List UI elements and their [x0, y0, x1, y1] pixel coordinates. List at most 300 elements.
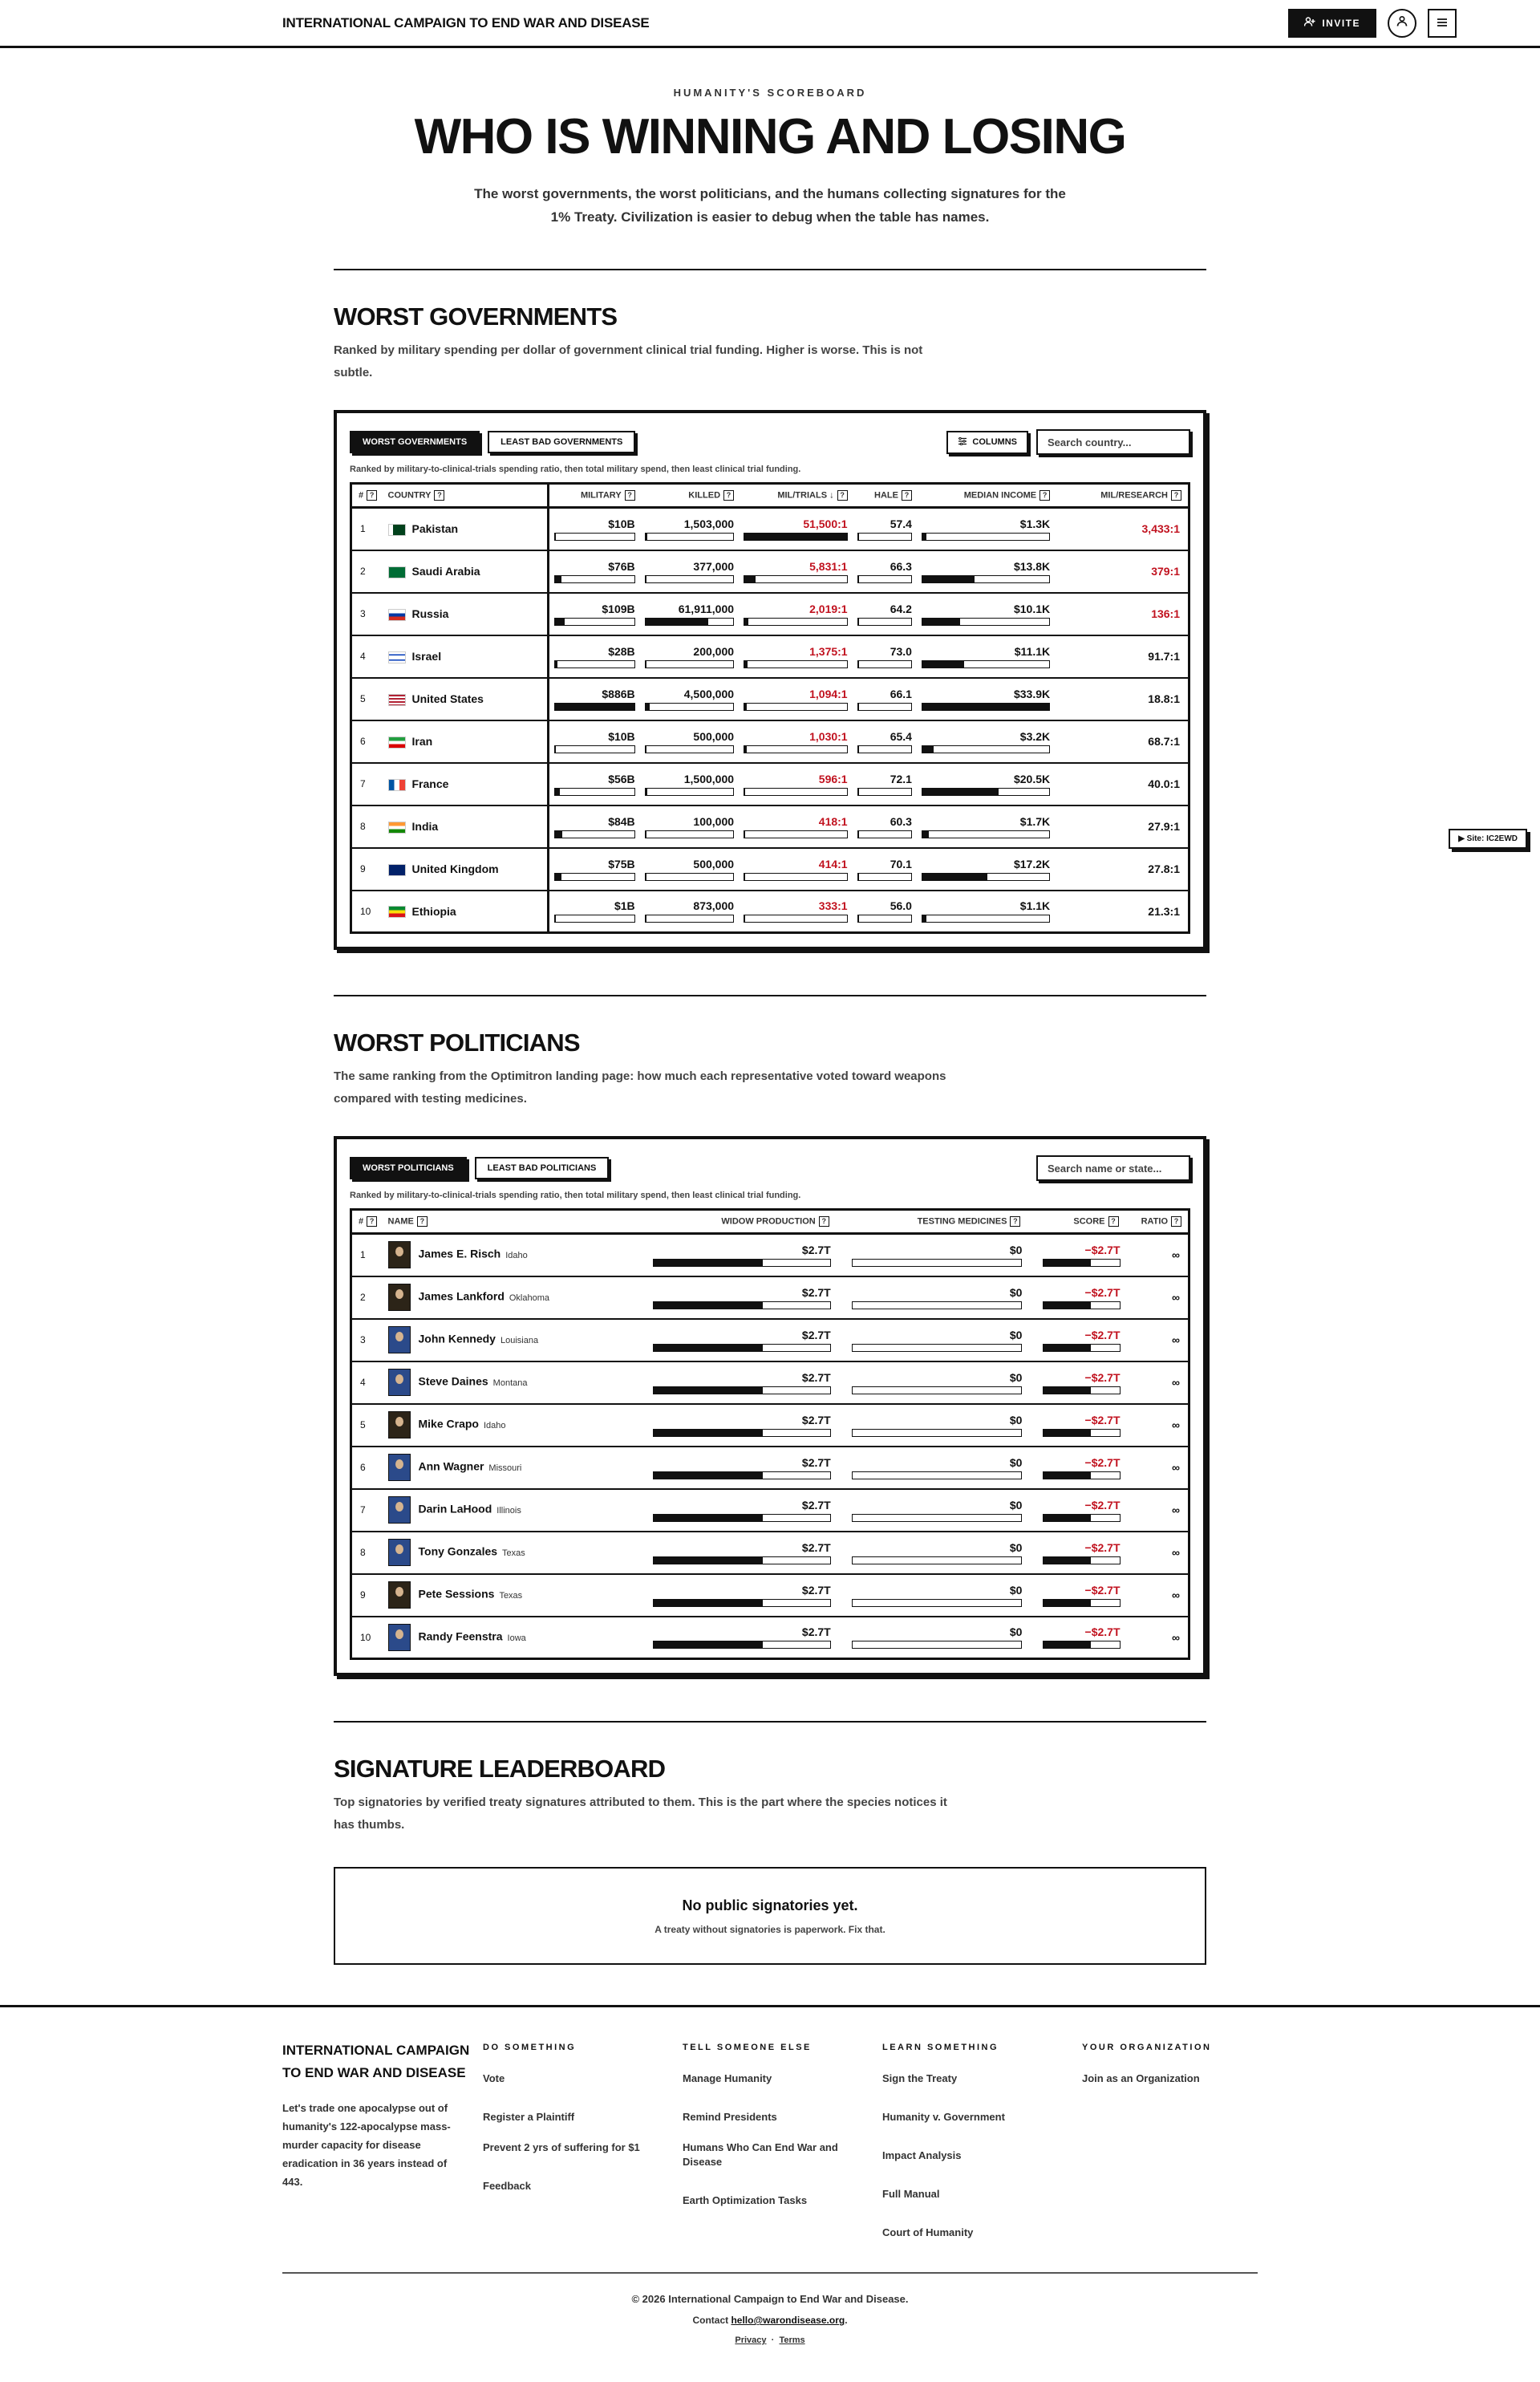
killed-cell	[640, 635, 739, 678]
name-cell[interactable]	[388, 1361, 637, 1404]
hale-bar	[857, 788, 912, 796]
testing-medicines-cell	[836, 1489, 1027, 1532]
country-cell[interactable]	[388, 891, 549, 933]
score-cell	[1027, 1361, 1125, 1404]
hale-cell	[853, 550, 917, 593]
governments-toolbar	[350, 429, 1190, 455]
rank-cell: 9	[351, 1574, 388, 1617]
account-button[interactable]	[1388, 9, 1416, 38]
median-income-bar	[922, 660, 1050, 668]
median-income-cell	[917, 678, 1055, 720]
name-cell[interactable]	[388, 1617, 637, 1659]
mil-research-cell: 27.9:1	[1055, 805, 1189, 848]
politician-name: John Kennedy	[418, 1332, 496, 1345]
divider	[334, 269, 1206, 270]
politicians-panel	[334, 1136, 1206, 1676]
hero	[0, 48, 1540, 229]
country-cell[interactable]	[388, 550, 549, 593]
testing-medicines-value: $0	[1009, 1328, 1023, 1341]
testing-medicines-cell	[836, 1319, 1027, 1361]
table-row[interactable]	[351, 1532, 1189, 1574]
score-value: −$2.7T	[1084, 1498, 1121, 1512]
military-value: $28B	[608, 644, 635, 658]
table-row[interactable]	[351, 1276, 1189, 1319]
widow-production-bar	[653, 1471, 831, 1479]
hale-cell	[853, 635, 917, 678]
politician-name: James E. Risch	[418, 1248, 501, 1261]
hale-cell	[853, 763, 917, 805]
name-cell[interactable]	[388, 1276, 637, 1319]
table-row[interactable]	[351, 1574, 1189, 1617]
median-income-value: $13.8K	[1013, 559, 1051, 573]
hale-cell	[853, 848, 917, 891]
mil-trials-cell	[739, 593, 853, 635]
mil-trials-value: 51,500:1	[803, 517, 848, 530]
contact-email-link[interactable]: hello@warondisease.org	[731, 2315, 845, 2327]
politician-state: Texas	[499, 1590, 523, 1601]
menu-button[interactable]	[1428, 9, 1457, 38]
ratio-cell: ∞	[1125, 1404, 1189, 1447]
military-cell	[549, 891, 640, 933]
rank-cell: 7	[351, 1489, 388, 1532]
footer-link[interactable]: Full Manual	[882, 2188, 940, 2201]
table-row[interactable]	[351, 891, 1189, 933]
widow-production-cell	[637, 1447, 836, 1489]
military-bar	[554, 873, 635, 881]
rank-cell: 2	[351, 1276, 388, 1319]
rank-cell: 4	[351, 635, 388, 678]
testing-medicines-cell	[836, 1276, 1027, 1319]
invite-button[interactable]	[1288, 9, 1376, 38]
widow-production-value: $2.7T	[801, 1285, 831, 1299]
score-bar	[1043, 1471, 1120, 1479]
killed-cell	[640, 805, 739, 848]
country-cell[interactable]	[388, 593, 549, 635]
footer-link[interactable]: Feedback	[483, 2180, 531, 2193]
name-cell[interactable]	[388, 1532, 637, 1574]
country-search-input[interactable]	[1036, 429, 1190, 455]
mil-trials-cell	[739, 891, 853, 933]
avatar	[388, 1284, 411, 1311]
mil-trials-bar	[744, 618, 848, 626]
country-cell[interactable]	[388, 763, 549, 805]
tab-least-bad-governments[interactable]: LEAST BAD GOVERNMENTS	[488, 431, 635, 453]
politician-name: Darin LaHood	[418, 1502, 492, 1516]
rank-cell: 1	[351, 508, 388, 550]
military-cell	[549, 848, 640, 891]
testing-medicines-value: $0	[1009, 1583, 1023, 1597]
military-bar	[554, 830, 635, 838]
politicians-section	[334, 1029, 1206, 1676]
widow-production-bar	[653, 1429, 831, 1437]
median-income-value: $1.7K	[1019, 814, 1051, 828]
killed-value: 100,000	[693, 814, 735, 828]
avatar	[388, 1539, 411, 1566]
avatar	[388, 1454, 411, 1481]
testing-medicines-value: $0	[1009, 1540, 1023, 1554]
killed-value: 500,000	[693, 857, 735, 870]
country-cell[interactable]	[388, 508, 549, 550]
col-military[interactable]: MILITARY ?	[549, 484, 640, 508]
hale-value: 66.3	[890, 559, 912, 573]
empty-title: No public signatories yet.	[682, 1897, 858, 1913]
hale-cell	[853, 720, 917, 763]
footer-link[interactable]: Join as an Organization	[1082, 2072, 1200, 2085]
widow-production-value: $2.7T	[801, 1625, 831, 1639]
footer-col-title: LEARN SOMETHING	[882, 2043, 999, 2053]
tab-worst-politicians[interactable]: WORST POLITICIANS	[350, 1157, 467, 1179]
footer-blurb: Let's trade one apocalypse out of humanity's 122-apocalypse mass-murder capacity for disease eradication in 36 years instead of 443.	[282, 2102, 451, 2189]
col-rank[interactable]: # ?	[351, 1210, 388, 1234]
politicians-title: WORST POLITICIANS	[334, 1029, 580, 1057]
mil-research-cell: 379:1	[1055, 550, 1189, 593]
widow-production-value: $2.7T	[801, 1583, 831, 1597]
tab-worst-governments[interactable]: WORST GOVERNMENTS	[350, 431, 480, 453]
table-row[interactable]	[351, 1617, 1189, 1659]
military-bar	[554, 575, 635, 583]
hale-cell	[853, 891, 917, 933]
mil-trials-value: 333:1	[818, 899, 848, 913]
killed-bar	[645, 575, 734, 583]
hale-bar	[857, 745, 912, 753]
site-tag[interactable]: ▶ Site: IC2EWD	[1449, 829, 1527, 849]
col-name[interactable]: NAME ?	[388, 1210, 637, 1234]
military-value: $1B	[614, 899, 635, 913]
military-cell	[549, 593, 640, 635]
legal-links: Privacy · Terms	[735, 2335, 805, 2346]
score-cell	[1027, 1574, 1125, 1617]
ratio-cell: ∞	[1125, 1361, 1189, 1404]
killed-value: 377,000	[693, 559, 735, 573]
flag-icon	[388, 906, 406, 918]
politician-state: Iowa	[507, 1633, 526, 1643]
hale-bar	[857, 873, 912, 881]
table-row[interactable]	[351, 635, 1189, 678]
killed-value: 1,503,000	[683, 517, 735, 530]
hale-value: 70.1	[890, 857, 912, 870]
testing-medicines-cell	[836, 1404, 1027, 1447]
footer-link[interactable]: Vote	[483, 2072, 505, 2085]
mil-trials-bar	[744, 703, 848, 711]
hale-value: 56.0	[890, 899, 912, 913]
mil-trials-cell	[739, 848, 853, 891]
politician-state: Montana	[492, 1378, 528, 1388]
col-score[interactable]: SCORE ?	[1027, 1210, 1125, 1234]
politicians-toolbar	[350, 1155, 1190, 1181]
median-income-bar	[922, 618, 1050, 626]
privacy-link[interactable]: Privacy	[735, 2335, 767, 2346]
table-row[interactable]	[351, 508, 1189, 550]
hale-value: 64.2	[890, 602, 912, 615]
footer-link[interactable]: Manage Humanity	[683, 2072, 772, 2085]
median-income-cell	[917, 635, 1055, 678]
mil-trials-value: 1,030:1	[809, 729, 848, 743]
median-income-cell	[917, 593, 1055, 635]
invite-label: INVITE	[1322, 17, 1360, 29]
ratio-cell: ∞	[1125, 1276, 1189, 1319]
score-cell	[1027, 1276, 1125, 1319]
col-mil-research[interactable]: MIL/RESEARCH ?	[1055, 484, 1189, 508]
mil-trials-value: 596:1	[818, 772, 848, 785]
killed-bar	[645, 618, 734, 626]
table-row[interactable]	[351, 1319, 1189, 1361]
politician-name: Steve Daines	[418, 1374, 488, 1388]
table-row[interactable]	[351, 720, 1189, 763]
country-name: United Kingdom	[411, 862, 499, 875]
military-value: $76B	[608, 559, 635, 573]
killed-bar	[645, 533, 734, 541]
top-actions	[1288, 9, 1457, 38]
name-cell[interactable]	[388, 1447, 637, 1489]
median-income-bar	[922, 788, 1050, 796]
widow-production-cell	[637, 1532, 836, 1574]
killed-cell	[640, 678, 739, 720]
top-bar	[0, 0, 1540, 48]
ratio-cell: ∞	[1125, 1532, 1189, 1574]
footer-link[interactable]: Sign the Treaty	[882, 2072, 958, 2085]
mil-trials-bar	[744, 788, 848, 796]
country-name: Saudi Arabia	[411, 564, 480, 578]
hero-eyebrow: HUMANITY'S SCOREBOARD	[673, 87, 867, 99]
widow-production-bar	[653, 1386, 831, 1394]
country-cell[interactable]	[388, 805, 549, 848]
user-icon	[1396, 15, 1408, 30]
killed-bar	[645, 745, 734, 753]
median-income-bar	[922, 915, 1050, 923]
politicians-table	[350, 1208, 1190, 1660]
mil-research-cell: 21.3:1	[1148, 904, 1180, 918]
divider	[334, 995, 1206, 996]
country-name: India	[411, 819, 439, 833]
rank-cell: 7	[351, 763, 388, 805]
widow-production-bar	[653, 1259, 831, 1267]
rank-cell: 8	[351, 805, 388, 848]
hale-cell	[853, 593, 917, 635]
footer-link[interactable]: Prevent 2 yrs of suffering for $1	[483, 2141, 640, 2154]
military-cell	[549, 508, 640, 550]
col-testing-medicines[interactable]: TESTING MEDICINES ?	[836, 1210, 1027, 1234]
median-income-bar	[922, 575, 1050, 583]
columns-icon	[958, 437, 967, 448]
military-cell	[549, 763, 640, 805]
flag-icon	[388, 651, 406, 663]
widow-production-cell	[637, 1361, 836, 1404]
footer-brand-name: INTERNATIONAL CAMPAIGN TO END WAR AND DISEASE	[282, 2043, 470, 2081]
divider	[334, 1721, 1206, 1723]
widow-production-value: $2.7T	[801, 1328, 831, 1341]
testing-medicines-bar	[852, 1514, 1023, 1522]
name-cell[interactable]	[388, 1404, 637, 1447]
table-row[interactable]	[351, 593, 1189, 635]
widow-production-value: $2.7T	[801, 1498, 831, 1512]
rank-cell: 10	[360, 1631, 371, 1643]
testing-medicines-bar	[852, 1301, 1023, 1309]
mil-trials-cell	[739, 678, 853, 720]
score-bar	[1043, 1599, 1120, 1607]
politician-name: Tony Gonzales	[418, 1544, 498, 1558]
score-value: −$2.7T	[1084, 1328, 1121, 1341]
footer-link[interactable]: Humanity v. Government	[882, 2111, 1005, 2124]
military-value: $10B	[608, 729, 635, 743]
country-name: Russia	[411, 607, 449, 620]
signatures-desc: Top signatories by verified treaty signatures attributed to them. This is the part where the species notices it has thumbs.	[334, 1796, 947, 1832]
killed-bar	[645, 788, 734, 796]
killed-bar	[645, 660, 734, 668]
rank-cell: 6	[351, 1447, 388, 1489]
military-cell	[549, 635, 640, 678]
page-title: WHO IS WINNING AND LOSING	[414, 109, 1126, 164]
col-country[interactable]: COUNTRY ?	[388, 484, 549, 508]
hale-cell	[853, 805, 917, 848]
governments-panel	[334, 410, 1206, 950]
country-name: France	[411, 777, 449, 790]
mil-research-cell: 136:1	[1055, 593, 1189, 635]
widow-production-cell	[637, 1617, 836, 1659]
mil-trials-value: 414:1	[818, 857, 848, 870]
col-killed[interactable]: KILLED ?	[640, 484, 739, 508]
median-income-bar	[922, 745, 1050, 753]
hale-bar	[857, 533, 912, 541]
ratio-cell: ∞	[1125, 1319, 1189, 1361]
mil-research-cell: 40.0:1	[1055, 763, 1189, 805]
mil-trials-bar	[744, 745, 848, 753]
killed-bar	[645, 873, 734, 881]
name-cell[interactable]	[388, 1319, 637, 1361]
mil-trials-value: 1,094:1	[809, 687, 848, 700]
col-mil-trials[interactable]: MIL/TRIALS ↓ ?	[739, 484, 853, 508]
testing-medicines-cell	[836, 1361, 1027, 1404]
table-row[interactable]	[351, 848, 1189, 891]
name-cell[interactable]	[388, 1489, 637, 1532]
footer-link[interactable]: Register a Plaintiff	[483, 2111, 575, 2124]
footer-link[interactable]: Earth Optimization Tasks	[683, 2194, 808, 2207]
col-median-income[interactable]: MEDIAN INCOME ?	[917, 484, 1055, 508]
name-cell[interactable]	[388, 1234, 637, 1276]
hamburger-icon	[1437, 14, 1448, 31]
name-cell[interactable]	[388, 1574, 637, 1617]
tab-least-bad-politicians[interactable]: LEAST BAD POLITICIANS	[475, 1157, 610, 1179]
table-row[interactable]	[351, 1361, 1189, 1404]
killed-cell	[640, 763, 739, 805]
median-income-cell	[917, 550, 1055, 593]
politician-state: Illinois	[496, 1505, 521, 1516]
military-cell	[549, 805, 640, 848]
mil-trials-bar	[744, 915, 848, 923]
table-row[interactable]	[351, 1489, 1189, 1532]
hale-bar	[857, 703, 912, 711]
table-row[interactable]	[351, 1447, 1189, 1489]
score-cell	[1027, 1447, 1125, 1489]
country-cell[interactable]	[388, 720, 549, 763]
flag-icon	[388, 694, 406, 706]
score-cell	[1027, 1404, 1125, 1447]
score-cell	[1027, 1532, 1125, 1574]
table-row[interactable]	[351, 1404, 1189, 1447]
politician-state: Oklahoma	[509, 1292, 550, 1303]
col-widow-production[interactable]: WIDOW PRODUCTION ?	[637, 1210, 836, 1234]
avatar	[388, 1369, 411, 1396]
country-cell[interactable]	[388, 848, 549, 891]
contact-line: Contact hello@warondisease.org.	[692, 2315, 848, 2327]
mil-research-cell: 68.7:1	[1055, 720, 1189, 763]
median-income-value: $17.2K	[1013, 857, 1051, 870]
politician-search-input[interactable]	[1036, 1155, 1190, 1181]
hale-value: 60.3	[890, 814, 912, 828]
table-row[interactable]	[351, 763, 1189, 805]
testing-medicines-value: $0	[1009, 1498, 1023, 1512]
killed-cell	[640, 848, 739, 891]
military-value: $10B	[608, 517, 635, 530]
avatar	[388, 1496, 411, 1524]
military-bar	[554, 788, 635, 796]
col-ratio[interactable]: RATIO ?	[1125, 1210, 1189, 1234]
median-income-value: $10.1K	[1013, 602, 1051, 615]
widow-production-bar	[653, 1344, 831, 1352]
median-income-value: $1.3K	[1019, 517, 1051, 530]
hale-value: 73.0	[890, 644, 912, 658]
median-income-bar	[922, 533, 1050, 541]
median-income-value: $33.9K	[1013, 687, 1051, 700]
politician-state: Missouri	[488, 1463, 522, 1473]
table-row[interactable]	[351, 550, 1189, 593]
politician-name: Mike Crapo	[418, 1417, 479, 1430]
mil-trials-bar	[744, 873, 848, 881]
footer-link[interactable]: Humans Who Can End War and Disease	[683, 2141, 838, 2169]
table-row[interactable]	[351, 805, 1189, 848]
testing-medicines-value: $0	[1009, 1455, 1023, 1469]
table-row[interactable]	[351, 678, 1189, 720]
score-bar	[1043, 1301, 1120, 1309]
testing-medicines-bar	[852, 1556, 1023, 1564]
widow-production-bar	[653, 1301, 831, 1309]
footer-link[interactable]: Remind Presidents	[683, 2111, 777, 2124]
score-value: −$2.7T	[1084, 1413, 1121, 1426]
country-cell[interactable]	[388, 678, 549, 720]
col-rank[interactable]: # ?	[351, 484, 388, 508]
mil-research-cell: 18.8:1	[1055, 678, 1189, 720]
footer-col-title: YOUR ORGANIZATION	[1082, 2043, 1212, 2053]
hale-bar	[857, 915, 912, 923]
killed-cell	[640, 593, 739, 635]
politician-state: Louisiana	[500, 1335, 539, 1345]
widow-production-cell	[637, 1234, 836, 1276]
col-hale[interactable]: HALE ?	[853, 484, 917, 508]
military-value: $56B	[608, 772, 635, 785]
testing-medicines-bar	[852, 1386, 1023, 1394]
rank-cell: 3	[351, 593, 388, 635]
footer-link[interactable]: Impact Analysis	[882, 2149, 962, 2162]
widow-production-value: $2.7T	[801, 1243, 831, 1256]
killed-bar	[645, 830, 734, 838]
columns-button[interactable]	[946, 431, 1028, 454]
hale-value: 57.4	[890, 517, 912, 530]
flag-icon	[388, 609, 406, 621]
military-bar	[554, 745, 635, 753]
testing-medicines-value: $0	[1009, 1370, 1023, 1384]
military-bar	[554, 533, 635, 541]
table-row[interactable]	[351, 1234, 1189, 1276]
footer-link[interactable]: Court of Humanity	[882, 2226, 974, 2239]
mil-trials-value: 5,831:1	[809, 559, 848, 573]
widow-production-cell	[637, 1276, 836, 1319]
country-cell[interactable]	[388, 635, 549, 678]
brand-name[interactable]: INTERNATIONAL CAMPAIGN TO END WAR AND DISEASE	[282, 14, 650, 30]
politician-name: Ann Wagner	[418, 1459, 484, 1473]
politicians-desc: The same ranking from the Optimitron landing page: how much each representative voted toward weapons compared with testing medicines.	[334, 1069, 946, 1106]
terms-link[interactable]: Terms	[779, 2335, 805, 2346]
politician-name: Randy Feenstra	[418, 1629, 503, 1643]
widow-production-cell	[637, 1404, 836, 1447]
